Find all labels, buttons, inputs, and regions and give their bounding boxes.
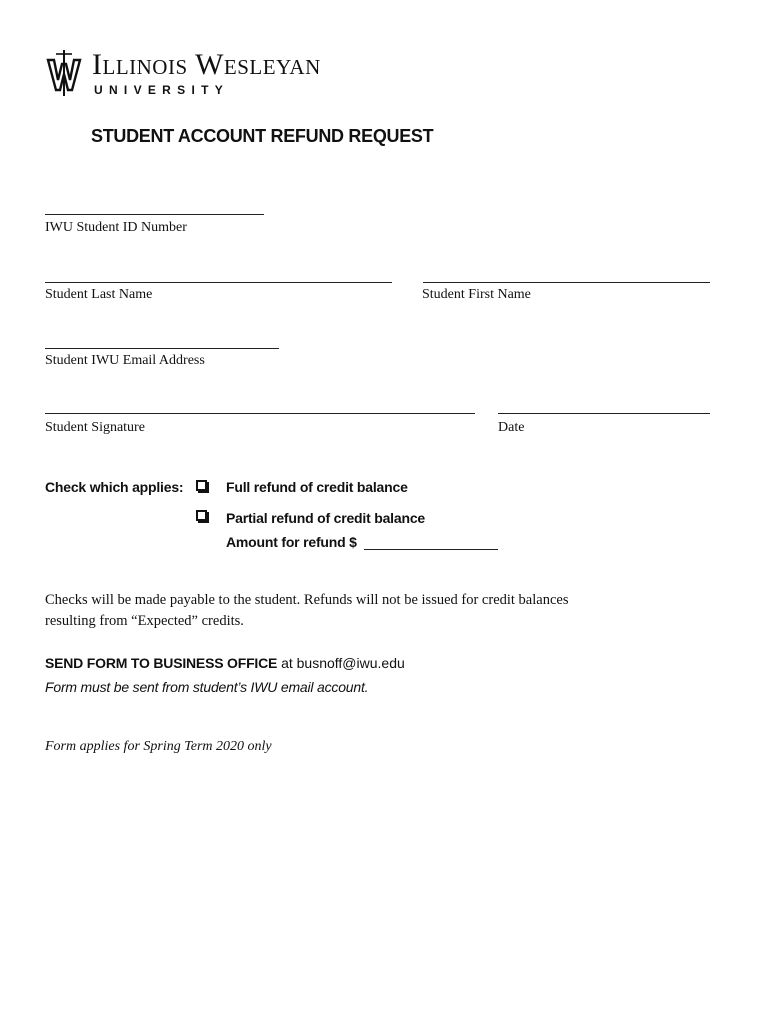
logo-name: Illinois Wesleyan [92, 48, 321, 81]
email-line[interactable] [45, 348, 279, 349]
notice-line-1: Checks will be made payable to the student. Refunds will not be issued for credit balances [45, 592, 569, 608]
iwu-mark-icon [46, 50, 82, 96]
first-name-label: Student First Name [422, 287, 531, 302]
term-note: Form applies for Spring Term 2020 only [45, 739, 272, 754]
last-name-label: Student Last Name [45, 287, 153, 302]
signature-line[interactable] [45, 413, 475, 414]
full-refund-label: Full refund of credit balance [226, 479, 408, 495]
last-name-line[interactable] [45, 282, 392, 283]
signature-label: Student Signature [45, 420, 145, 435]
partial-refund-label: Partial refund of credit balance [226, 510, 425, 526]
student-id-line[interactable] [45, 214, 264, 215]
university-logo [46, 50, 366, 98]
date-line[interactable] [498, 413, 710, 414]
email-label: Student IWU Email Address [45, 353, 205, 368]
amount-line[interactable] [364, 549, 498, 550]
send-instructions [45, 655, 405, 671]
notice-line-2: resulting from “Expected” credits. [45, 613, 244, 629]
check-label: Check which applies: [45, 479, 184, 495]
full-refund-checkbox[interactable] [196, 480, 207, 491]
partial-refund-checkbox[interactable] [196, 510, 207, 521]
date-label: Date [498, 420, 525, 435]
form-title: STUDENT ACCOUNT REFUND REQUEST [91, 126, 434, 146]
student-id-label: IWU Student ID Number [45, 220, 187, 235]
send-note: Form must be sent from student’s IWU email account. [45, 679, 369, 695]
amount-label: Amount for refund $ [226, 534, 357, 550]
logo-subtitle: UNIVERSITY [94, 83, 230, 97]
send-email: at busnoff@iwu.edu [281, 655, 405, 671]
first-name-line[interactable] [423, 282, 710, 283]
send-heading: SEND FORM TO BUSINESS OFFICE [45, 655, 278, 671]
